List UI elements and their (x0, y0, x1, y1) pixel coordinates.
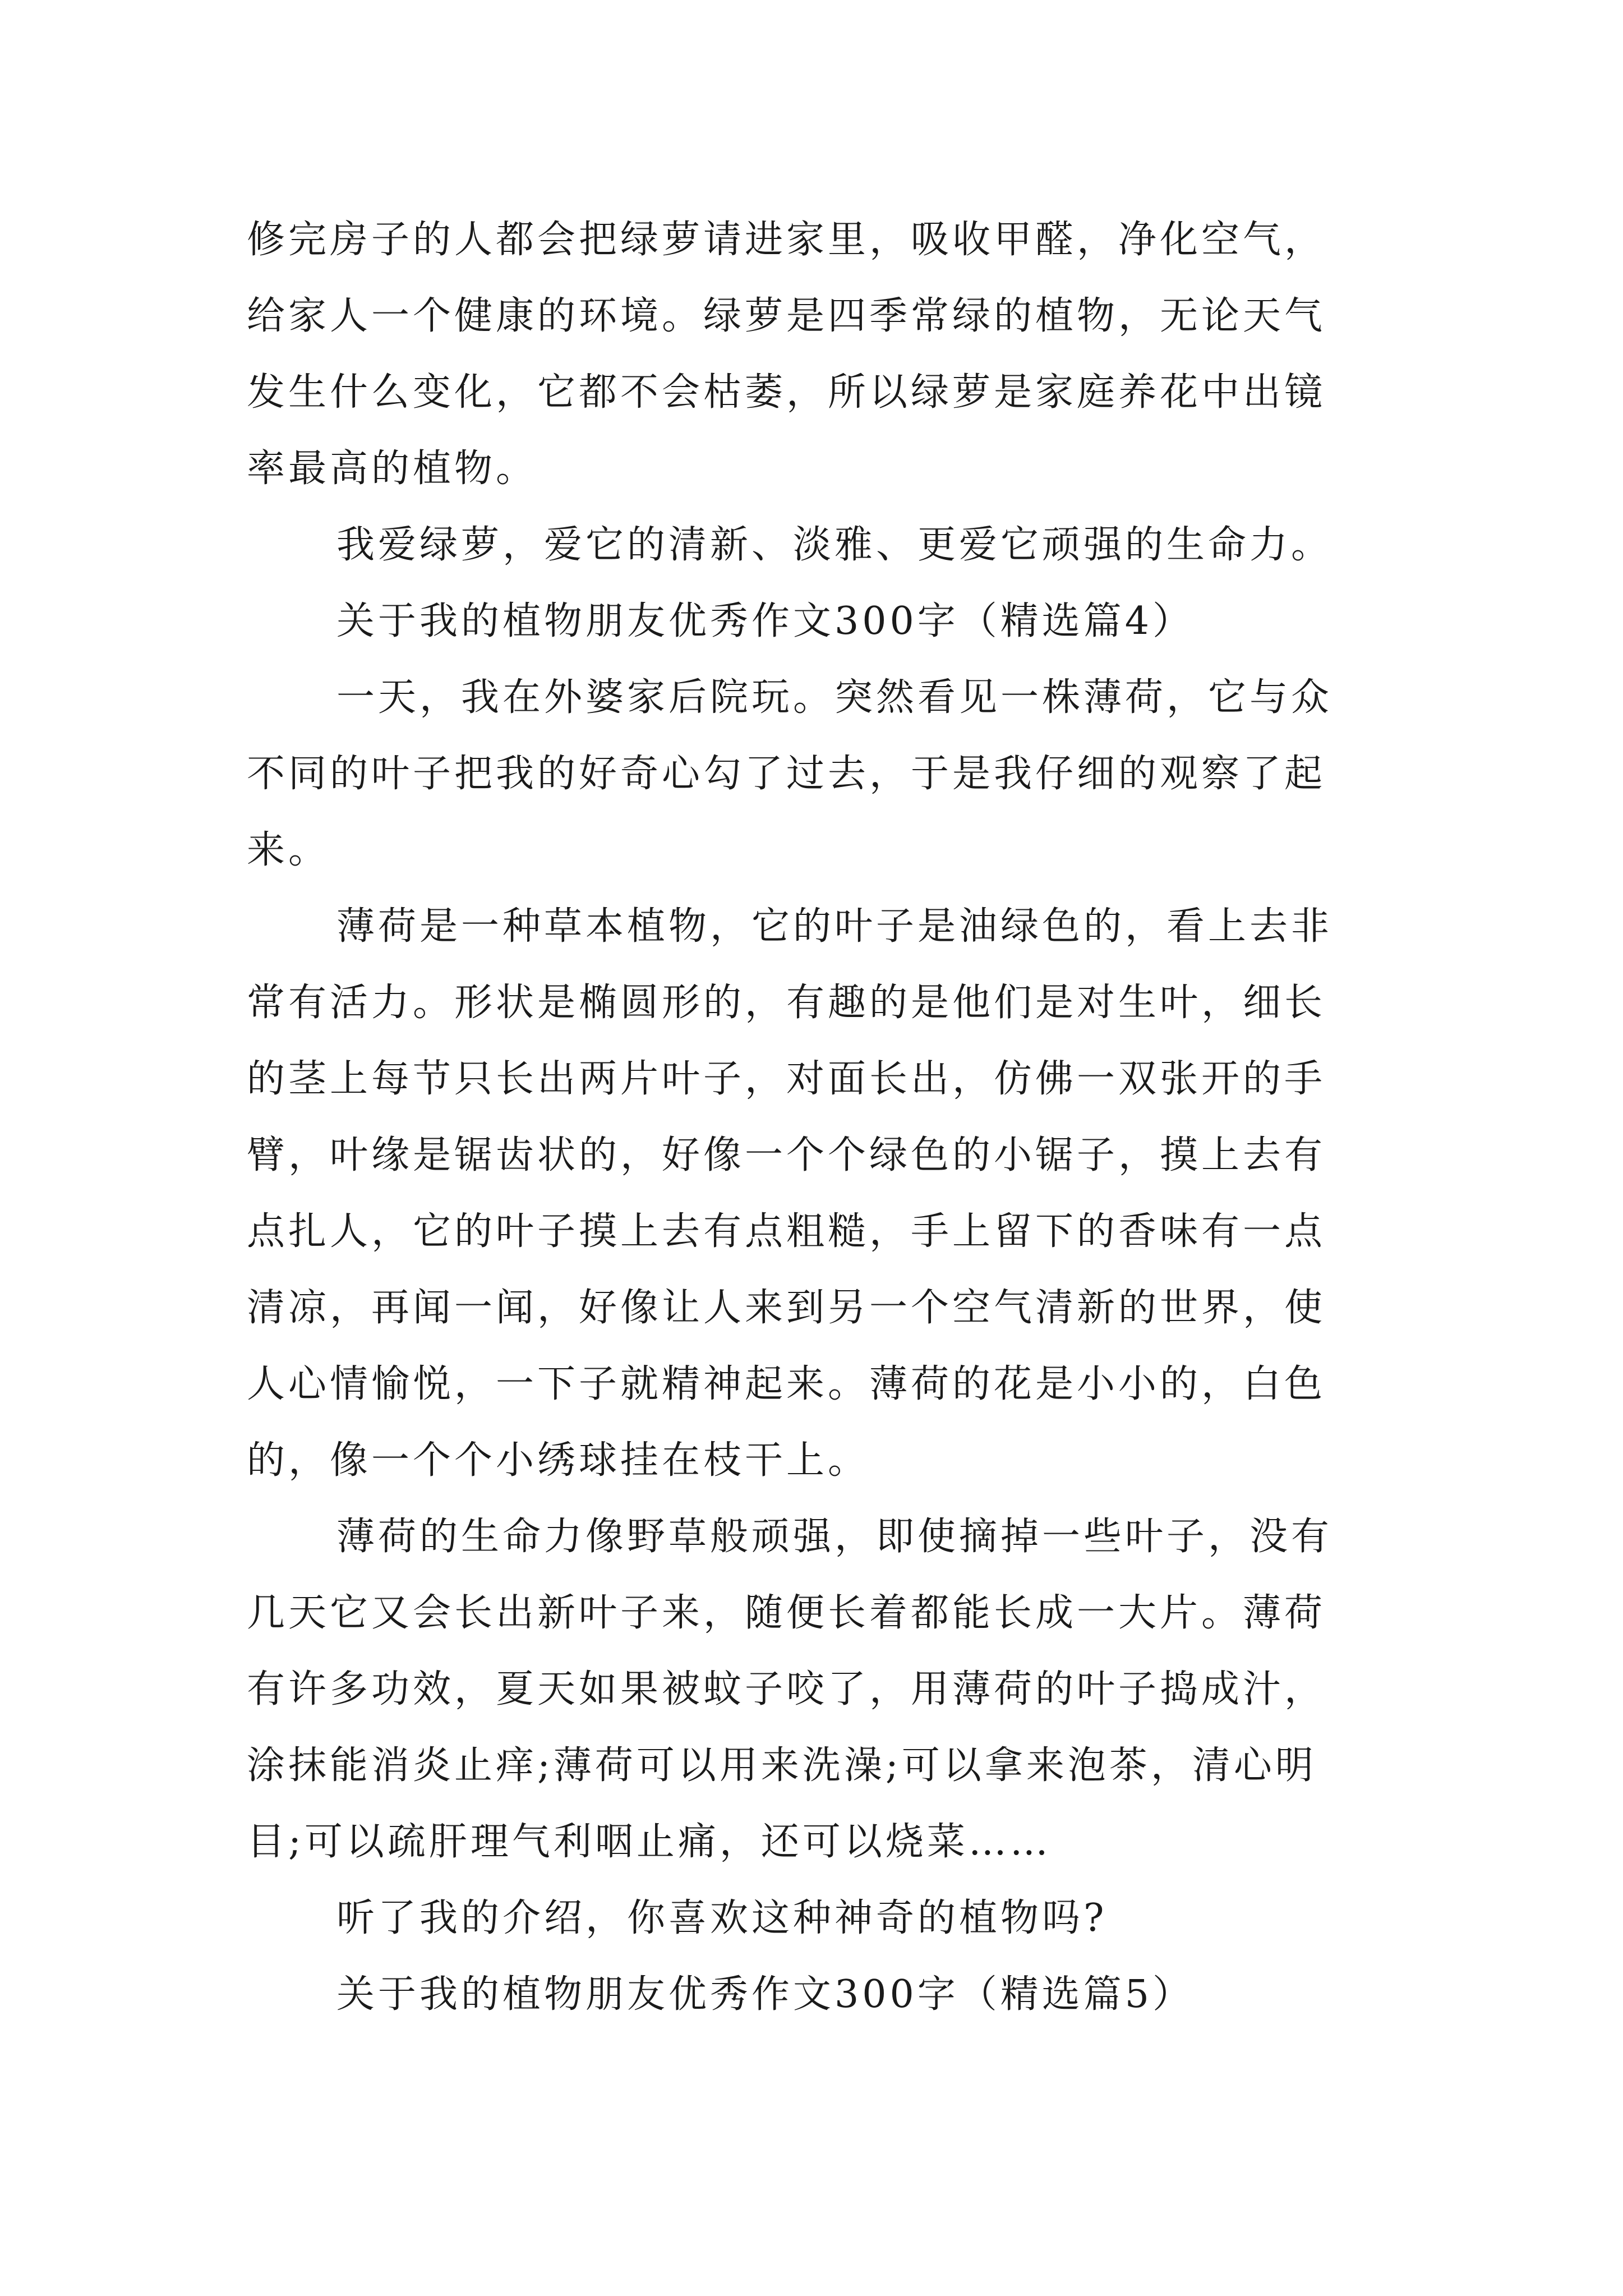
paragraph (247, 507, 1391, 583)
paragraph-line: 率最高的植物。 (247, 447, 538, 491)
paragraph-line: 给家人一个健康的环境。绿萝是四季常绿的植物，无论天气 (247, 294, 1326, 338)
paragraph-line: 来。 (247, 828, 330, 872)
paragraph (247, 889, 1391, 1499)
paragraph (247, 202, 1391, 507)
paragraph-line: 臂，叶缘是锯齿状的，好像一个个绿色的小锯子，摸上去有 (247, 1133, 1326, 1177)
paragraph-line: 人心情愉悦，一下子就精神起来。薄荷的花是小小的，白色 (247, 1362, 1326, 1406)
section-heading: 关于我的植物朋友优秀作文300字（精选篇4） (336, 599, 1195, 643)
paragraph (247, 660, 1391, 889)
paragraph-line: 目;可以疏肝理气利咽止痛，还可以烧菜…… (247, 1820, 1052, 1864)
paragraph-line: 涂抹能消炎止痒;薄荷可以用来洗澡;可以拿来泡茶，清心明 (247, 1743, 1317, 1788)
paragraph-line: 的茎上每节只长出两片叶子，对面长出，仿佛一双张开的手 (247, 1057, 1326, 1101)
paragraph-line: 修完房子的人都会把绿萝请进家里，吸收甲醛，净化空气， (247, 218, 1326, 262)
paragraph (247, 1499, 1391, 1880)
paragraph-line: 薄荷的生命力像野草般顽强，即使摘掉一些叶子，没有 (336, 1515, 1333, 1559)
paragraph-line: 清凉，再闻一闻，好像让人来到另一个空气清新的世界，使 (247, 1286, 1326, 1330)
paragraph-line: 几天它又会长出新叶子来，随便长着都能长成一大片。薄荷 (247, 1591, 1326, 1635)
document-body (247, 202, 1391, 2033)
paragraph-line: 听了我的介绍，你喜欢这种神奇的植物吗? (336, 1896, 1108, 1940)
paragraph-line: 有许多功效，夏天如果被蚊子咬了，用薄荷的叶子捣成汁， (247, 1667, 1326, 1711)
paragraph-line: 不同的叶子把我的好奇心勾了过去，于是我仔细的观察了起 (247, 752, 1326, 796)
paragraph-line: 的，像一个个小绣球挂在枝干上。 (247, 1438, 870, 1483)
paragraph-line: 发生什么变化，它都不会枯萎，所以绿萝是家庭养花中出镜 (247, 370, 1326, 415)
paragraph (247, 1880, 1391, 1957)
paragraph-line: 我爱绿萝，爱它的清新、淡雅、更爱它顽强的生命力。 (336, 523, 1333, 567)
paragraph-line: 薄荷是一种草本植物，它的叶子是油绿色的，看上去非 (336, 904, 1333, 949)
paragraph-line: 一天，我在外婆家后院玩。突然看见一株薄荷，它与众 (336, 675, 1333, 720)
section-heading: 关于我的植物朋友优秀作文300字（精选篇5） (336, 1972, 1195, 2017)
paragraph-line: 点扎人，它的叶子摸上去有点粗糙，手上留下的香味有一点 (247, 1209, 1326, 1254)
paragraph-line: 常有活力。形状是椭圆形的，有趣的是他们是对生叶，细长 (247, 981, 1326, 1025)
